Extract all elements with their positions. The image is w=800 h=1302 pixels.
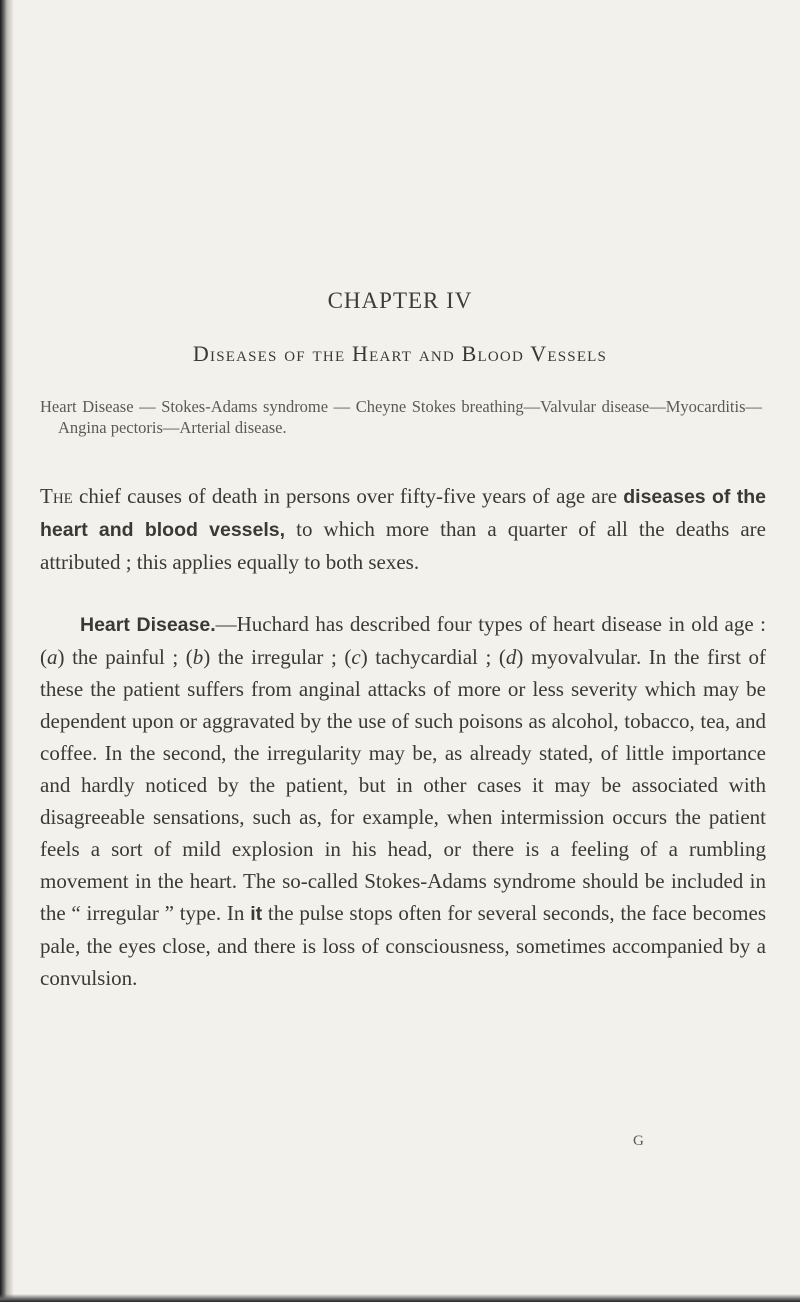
paragraph-2-text-2: ) the irregular ; ( xyxy=(203,645,352,669)
paragraph-2-text-4: ) myovalvular. In the first of these the patient suffers from anginal attacks of more or less severity which may be dependent upon or aggravated by the use of such poisons as alcohol, tobacco, tea, and coffee. In the second, the irregularity may be, as already stated, of little importance and hardly noticed by the patient, but in other cases it may be associated with disagreeable sensations, such as, for example, when intermission occurs the patient feels a sort of mild explosion in his head, or there is a feeling of a rumbling movement in the heart. The so-called Stokes-Adams syndrome should be included in the “ irregular ” type. In xyxy=(40,645,766,925)
paragraph-1-lead: The xyxy=(40,484,73,508)
heart-disease-heading: Heart Disease. xyxy=(80,614,216,636)
paragraph-2-text-3: ) tachycardial ; ( xyxy=(360,645,506,669)
chapter-heading: CHAPTER IV xyxy=(327,288,473,313)
paragraph-1-text-a: chief causes of death in persons over fifty-five years of age are xyxy=(72,484,624,508)
section-title: Diseases of the Heart and Blood Vessels xyxy=(192,341,608,366)
bottom-edge-shadow xyxy=(0,1294,800,1302)
paragraph-1-text-b: to which more than a quarter of all the deaths are attributed ; this applies equally to both sexes. xyxy=(40,517,766,574)
item-a: a xyxy=(47,645,58,669)
item-b: b xyxy=(192,645,204,669)
paragraph-2-text-5: the pulse stops often for several seconds, the face becomes pale, the eyes close, and there is loss of consciousness, sometimes accompanied by a convulsion. xyxy=(40,901,766,990)
paragraph-1-bold: diseases of the heart and blood vessels, xyxy=(40,486,767,541)
chapter-summary: Heart Disease — Stokes-Adams syndrome — Cheyne Stokes breathing—Valvular disease—Myocarditis—Angina pectoris—Arterial disease. xyxy=(40,397,762,437)
paragraph-2 xyxy=(40,608,766,994)
paragraph-2-bold-it: it xyxy=(250,903,263,925)
paragraph-2-text-1: ) the painful ; ( xyxy=(57,645,193,669)
signature-mark: G xyxy=(633,1133,644,1149)
spine-shadow xyxy=(0,0,14,1302)
paragraph-1 xyxy=(40,480,766,578)
item-c: c xyxy=(351,645,361,669)
paragraph-2-text-a: —Huchard has described four types of heart disease in old age : ( xyxy=(40,612,766,669)
item-d: d xyxy=(505,645,517,669)
